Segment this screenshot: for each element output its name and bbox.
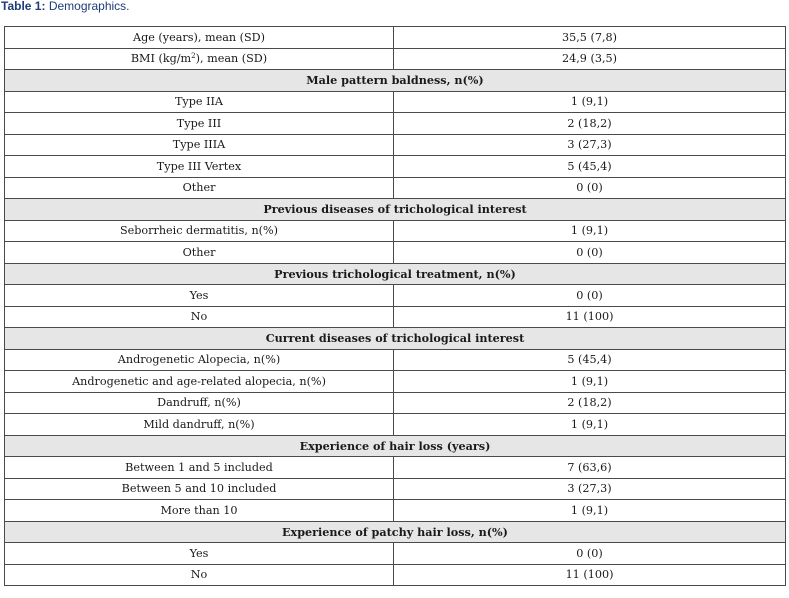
section-header-row — [5, 263, 786, 285]
row-label: Age (years), mean (SD) — [5, 27, 394, 49]
table-row — [5, 457, 786, 479]
row-label: Androgenetic and age-related alopecia, n(%) — [5, 371, 394, 393]
row-label: Type IIIA — [5, 134, 394, 156]
row-label: No — [5, 564, 394, 586]
table-row — [5, 564, 786, 586]
row-label: Mild dandruff, n(%) — [5, 414, 394, 436]
table-caption — [1, 0, 130, 14]
section-title: Previous diseases of trichological interest — [5, 199, 786, 221]
row-value: 11 (100) — [394, 564, 786, 586]
row-label: Other — [5, 242, 394, 264]
row-value: 3 (27,3) — [394, 478, 786, 500]
table-row — [5, 371, 786, 393]
table-row — [5, 478, 786, 500]
table-row — [5, 27, 786, 49]
section-title: Experience of hair loss (years) — [5, 435, 786, 457]
row-label: Yes — [5, 543, 394, 565]
row-value: 5 (45,4) — [394, 156, 786, 178]
row-value: 3 (27,3) — [394, 134, 786, 156]
section-header-row — [5, 70, 786, 92]
row-value: 1 (9,1) — [394, 91, 786, 113]
row-value: 24,9 (3,5) — [394, 48, 786, 70]
bmi-label-sup: 2 — [191, 52, 196, 61]
section-title: Previous trichological treatment, n(%) — [5, 263, 786, 285]
row-label: Dandruff, n(%) — [5, 392, 394, 414]
row-value: 1 (9,1) — [394, 371, 786, 393]
row-label: Type III — [5, 113, 394, 135]
table-row — [5, 500, 786, 522]
row-label: Between 1 and 5 included — [5, 457, 394, 479]
table-row — [5, 220, 786, 242]
table-row — [5, 134, 786, 156]
row-label: Yes — [5, 285, 394, 307]
row-label: Between 5 and 10 included — [5, 478, 394, 500]
row-label: Other — [5, 177, 394, 199]
table-row — [5, 156, 786, 178]
row-value: 1 (9,1) — [394, 220, 786, 242]
section-title: Current diseases of trichological interest — [5, 328, 786, 350]
section-header-row — [5, 435, 786, 457]
table-row — [5, 306, 786, 328]
table-row — [5, 48, 786, 70]
table-caption-label: Table 1: — [1, 0, 46, 13]
row-value: 1 (9,1) — [394, 500, 786, 522]
row-value: 1 (9,1) — [394, 414, 786, 436]
table-row — [5, 543, 786, 565]
section-header-row — [5, 521, 786, 543]
section-title: Male pattern baldness, n(%) — [5, 70, 786, 92]
table-row — [5, 349, 786, 371]
table-caption-text: Demographics. — [48, 0, 130, 13]
row-label: Seborrheic dermatitis, n(%) — [5, 220, 394, 242]
bmi-label-post: ), mean (SD) — [195, 52, 268, 66]
row-label: Type III Vertex — [5, 156, 394, 178]
table-row — [5, 177, 786, 199]
row-value: 2 (18,2) — [394, 113, 786, 135]
row-value: 11 (100) — [394, 306, 786, 328]
table-row — [5, 414, 786, 436]
section-title: Experience of patchy hair loss, n(%) — [5, 521, 786, 543]
table-row — [5, 392, 786, 414]
table-row — [5, 242, 786, 264]
demographics-table — [4, 26, 786, 586]
row-value: 0 (0) — [394, 242, 786, 264]
bmi-label-pre: BMI (kg/m — [130, 52, 192, 66]
row-label: More than 10 — [5, 500, 394, 522]
row-label: Type IIA — [5, 91, 394, 113]
table-row — [5, 91, 786, 113]
row-label — [5, 48, 394, 70]
row-value: 0 (0) — [394, 543, 786, 565]
demographics-table-body — [5, 27, 786, 586]
row-value: 5 (45,4) — [394, 349, 786, 371]
section-header-row — [5, 328, 786, 350]
row-value: 0 (0) — [394, 285, 786, 307]
row-value: 2 (18,2) — [394, 392, 786, 414]
table-row — [5, 285, 786, 307]
row-value: 35,5 (7,8) — [394, 27, 786, 49]
section-header-row — [5, 199, 786, 221]
table-row — [5, 113, 786, 135]
row-label: No — [5, 306, 394, 328]
row-value: 7 (63,6) — [394, 457, 786, 479]
row-value: 0 (0) — [394, 177, 786, 199]
row-label: Androgenetic Alopecia, n(%) — [5, 349, 394, 371]
